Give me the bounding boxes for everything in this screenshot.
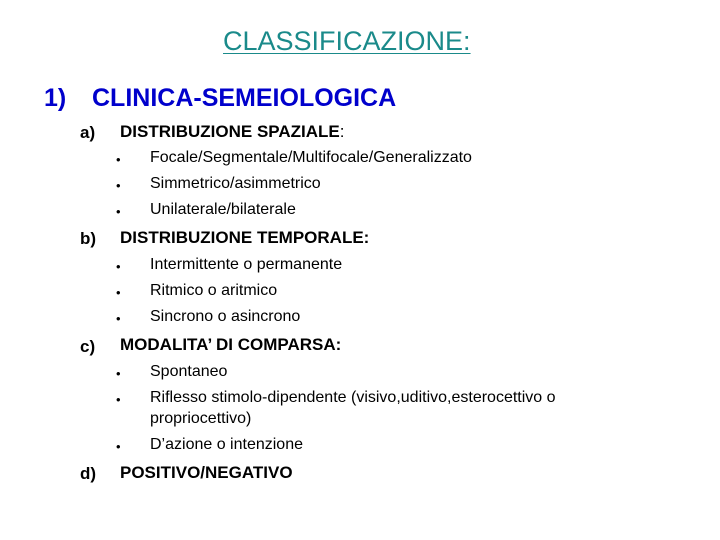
list-item: Spontaneo [150,363,228,380]
list-item: Unilaterale/bilaterale [150,201,296,218]
slide-title: CLASSIFICAZIONE: [223,26,471,56]
bullet: • [116,311,121,326]
subsection-letter-a: a) [80,123,96,142]
list-item: Focale/Segmentale/Multifocale/Generalizzato [150,149,472,166]
heading-colon: : [339,122,345,141]
subsection-heading-d [120,463,293,483]
bullet: • [116,204,121,219]
bullet: • [116,259,121,274]
subsection-letter-b: b) [80,229,97,248]
list-item: Riflesso stimolo-dipendente (visivo,uditivo,esterocettivo o [150,389,556,406]
section-number: 1) [44,84,67,112]
subsection-letter-d: d) [80,464,97,483]
bullet: • [116,152,121,167]
subsection-heading-b [120,228,369,248]
bullet: • [116,178,121,193]
list-item-continuation: propriocettivo) [150,410,252,427]
bullet: • [116,366,121,381]
heading-text: POSITIVO/NEGATIVO [120,463,293,482]
heading-text: DISTRIBUZIONE TEMPORALE: [120,228,370,247]
list-item: D’azione o intenzione [150,436,303,453]
heading-text: DISTRIBUZIONE SPAZIALE [120,122,340,141]
bullet: • [116,392,121,407]
subsection-heading-a [120,122,344,142]
subsection-letter-c: c) [80,337,96,356]
list-item: Intermittente o permanente [150,256,343,273]
section-title: CLINICA-SEMEIOLOGICA [92,84,397,112]
bullet: • [116,285,121,300]
bullet: • [116,439,121,454]
heading-text: MODALITA’ DI COMPARSA: [120,335,342,354]
subsection-heading-c [120,335,341,355]
list-item: Sincrono o asincrono [150,308,301,325]
list-item: Simmetrico/asimmetrico [150,175,321,192]
list-item: Ritmico o aritmico [150,282,278,299]
